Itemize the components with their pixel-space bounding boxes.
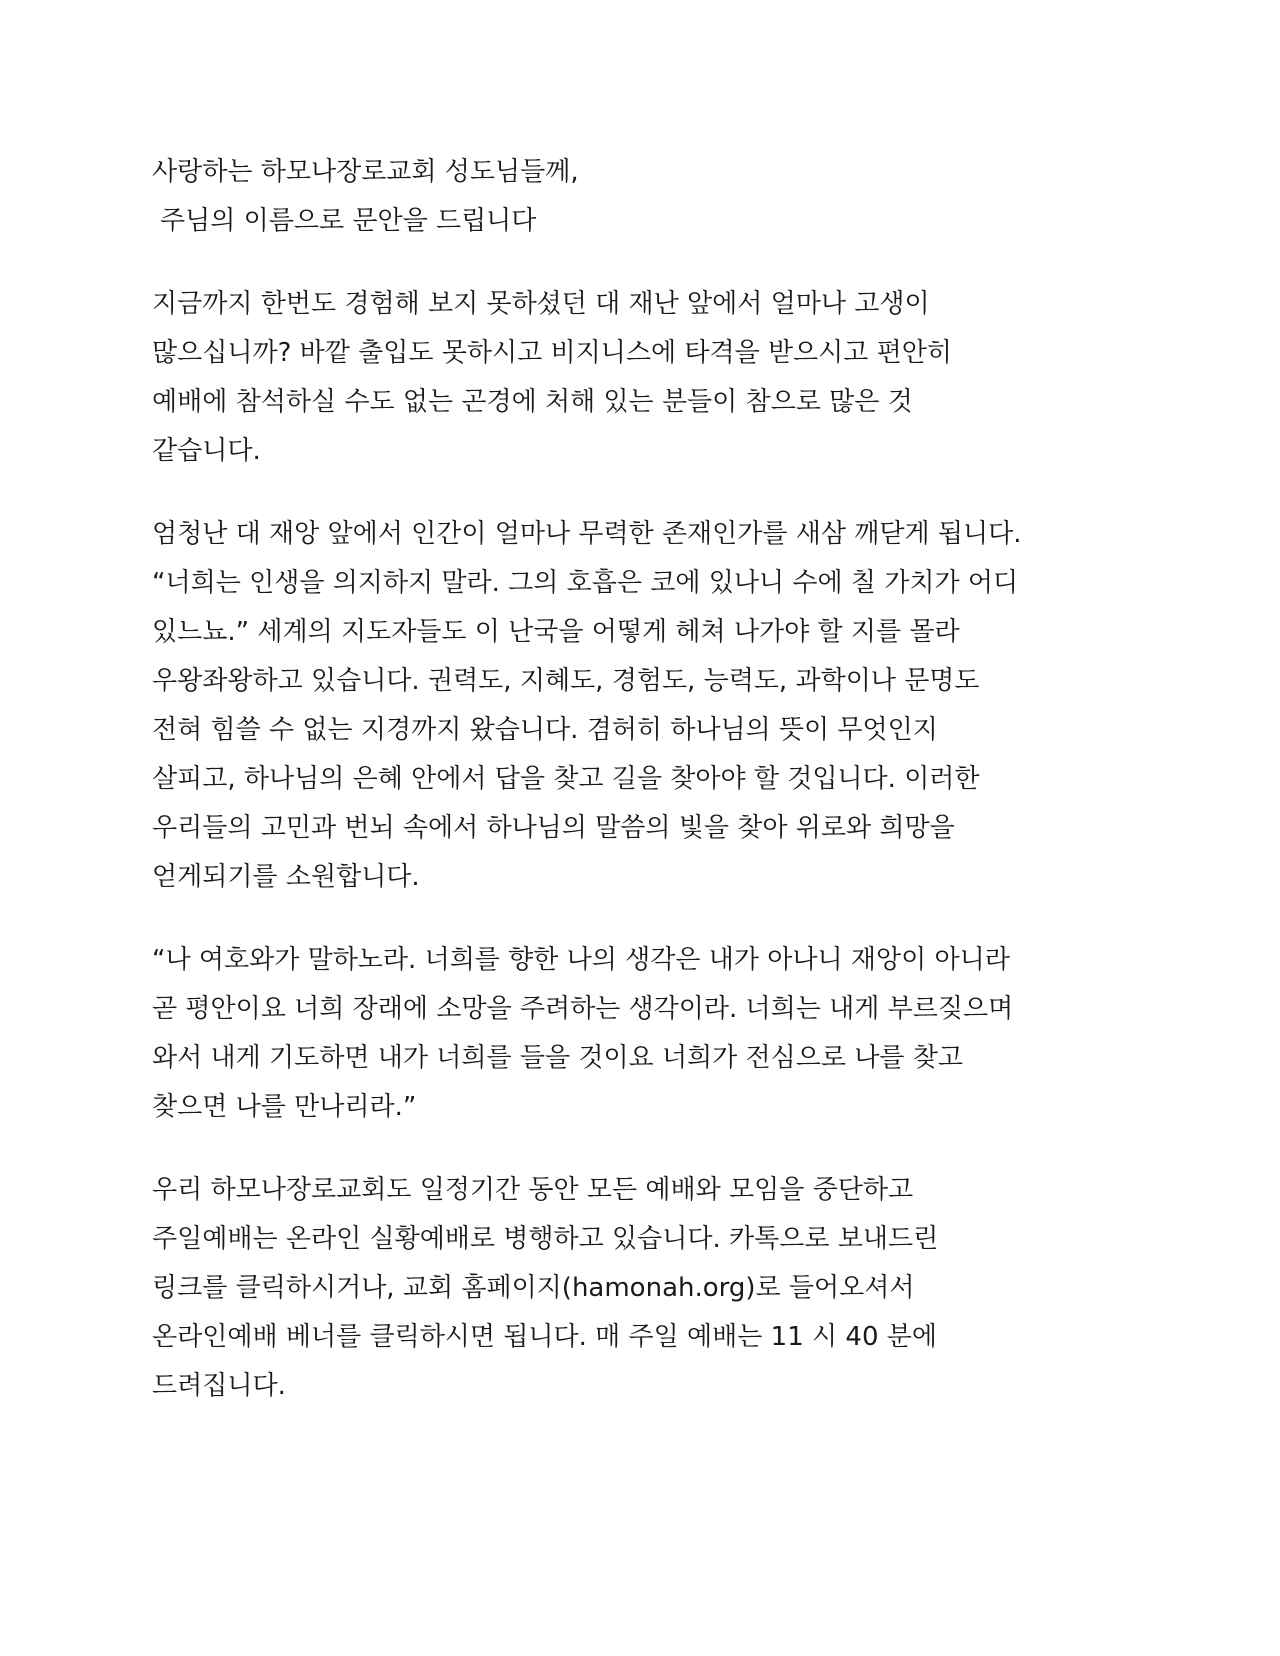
text-line: 우왕좌왕하고 있습니다. 권력도, 지혜도, 경험도, 능력도, 과학이나 문명도	[152, 666, 980, 696]
greeting-line: 사랑하는 하모나장로교회 성도님들께,	[152, 157, 579, 187]
text-line: 많으십니까? 바깥 출입도 못하시고 비지니스에 타격을 받으시고 편안히	[152, 338, 953, 368]
text-line: 링크를 클릭하시거나, 교회 홈페이지(hamonah.org)로 들어오셔서	[152, 1273, 915, 1303]
text-line: 살피고, 하나님의 은혜 안에서 답을 찾고 길을 찾아야 할 것입니다. 이러한	[152, 764, 980, 794]
text-line: 있느뇨.” 세계의 지도자들도 이 난국을 어떻게 헤쳐 나가야 할 지를 몰라	[152, 617, 960, 647]
text-line: 우리들의 고민과 번뇌 속에서 하나님의 말씀의 빛을 찾아 위로와 희망을	[152, 813, 955, 843]
text-line: 와서 내게 기도하면 내가 너희를 들을 것이요 너희가 전심으로 나를 찾고	[152, 1043, 964, 1073]
text-line: 엄청난 대 재앙 앞에서 인간이 얼마나 무력한 존재인가를 새삼 깨닫게 됩니다.	[152, 519, 1022, 549]
text-line: 드려집니다.	[152, 1371, 286, 1401]
text-line: 우리 하모나장로교회도 일정기간 동안 모든 예배와 모임을 중단하고	[152, 1175, 914, 1205]
text-line: 찾으면 나를 만나리라.”	[152, 1092, 417, 1122]
text-line: 예배에 참석하실 수도 없는 곤경에 처해 있는 분들이 참으로 많은 것	[152, 387, 913, 417]
text-line: 얻게되기를 소원합니다.	[152, 862, 420, 892]
letter-body	[152, 148, 1152, 1445]
paragraph-scripture	[152, 936, 1152, 1132]
paragraph-hardship	[152, 280, 1152, 476]
text-line: “나 여호와가 말하노라. 너희를 향한 나의 생각은 내가 아나니 재앙이 아니라	[152, 945, 1010, 975]
text-line: 같습니다.	[152, 436, 261, 466]
text-line: 곧 평안이요 너희 장래에 소망을 주려하는 생각이라. 너희는 내게 부르짖으며	[152, 994, 1014, 1024]
text-line: “너희는 인생을 의지하지 말라. 그의 호흡은 코에 있나니 수에 칠 가치가 어디	[152, 568, 1019, 598]
paragraph-announcement	[152, 1166, 1152, 1411]
text-line: 지금까지 한번도 경험해 보지 못하셨던 대 재난 앞에서 얼마나 고생이	[152, 289, 930, 319]
paragraph-reflection	[152, 510, 1152, 902]
text-line: 온라인예배 베너를 클릭하시면 됩니다. 매 주일 예배는 11 시 40 분에	[152, 1322, 937, 1352]
greeting	[152, 148, 1152, 246]
text-line: 전혀 힘쓸 수 없는 지경까지 왔습니다. 겸허히 하나님의 뜻이 무엇인지	[152, 715, 938, 745]
text-line: 주일예배는 온라인 실황예배로 병행하고 있습니다. 카톡으로 보내드린	[152, 1224, 939, 1254]
greeting-line: 주님의 이름으로 문안을 드립니다	[160, 206, 537, 236]
